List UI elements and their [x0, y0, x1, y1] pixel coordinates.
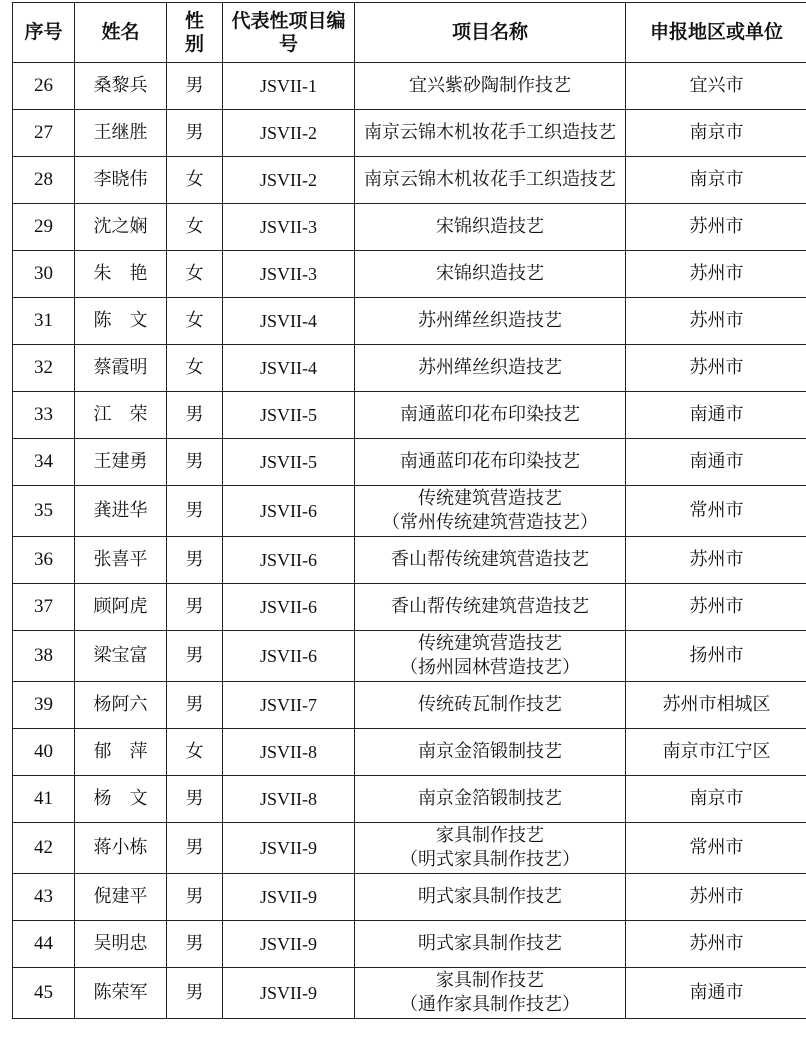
table-row [13, 345, 806, 392]
cell-project [355, 968, 626, 1019]
cell-code: JSVII-6 [223, 537, 355, 584]
header-row [13, 3, 806, 63]
cell-gender: 男 [167, 110, 223, 157]
table-body [13, 63, 806, 1019]
table-row [13, 110, 806, 157]
header-region: 申报地区或单位 [626, 3, 806, 63]
header-gender: 性别 [167, 3, 223, 63]
cell-project [355, 823, 626, 874]
table-header [13, 3, 806, 63]
cell-region: 苏州市 [626, 204, 806, 251]
cell-index: 39 [13, 682, 75, 729]
table-row [13, 921, 806, 968]
cell-index: 28 [13, 157, 75, 204]
project-name: 南京云锦木机妆花手工织造技艺 [364, 122, 616, 143]
cell-code: JSVII-1 [223, 63, 355, 110]
cell-name: 江 荣 [75, 392, 167, 439]
cell-region: 苏州市 [626, 921, 806, 968]
cell-region: 南京市 [626, 157, 806, 204]
cell-gender: 男 [167, 682, 223, 729]
project-name: 明式家具制作技艺 [418, 886, 562, 907]
table-row [13, 874, 806, 921]
cell-project [355, 921, 626, 968]
cell-gender: 男 [167, 823, 223, 874]
cell-code: JSVII-3 [223, 251, 355, 298]
cell-name: 杨阿六 [75, 682, 167, 729]
cell-name: 龚进华 [75, 486, 167, 537]
cell-code: JSVII-5 [223, 439, 355, 486]
cell-gender: 男 [167, 874, 223, 921]
cell-name: 张喜平 [75, 537, 167, 584]
project-name: 南京云锦木机妆花手工织造技艺 [364, 169, 616, 190]
cell-code: JSVII-8 [223, 729, 355, 776]
cell-region: 常州市 [626, 823, 806, 874]
project-name: 宜兴紫砂陶制作技艺 [409, 75, 571, 96]
header-name: 姓名 [75, 3, 167, 63]
cell-gender: 女 [167, 298, 223, 345]
project-name: 苏州缂丝织造技艺 [418, 357, 562, 378]
project-name: 香山帮传统建筑营造技艺 [391, 596, 589, 617]
cell-gender: 男 [167, 968, 223, 1019]
table-row [13, 537, 806, 584]
cell-gender: 男 [167, 486, 223, 537]
cell-gender: 女 [167, 345, 223, 392]
table-row [13, 729, 806, 776]
cell-project [355, 584, 626, 631]
cell-region: 南通市 [626, 439, 806, 486]
cell-project [355, 537, 626, 584]
table-row [13, 776, 806, 823]
cell-project [355, 392, 626, 439]
cell-project [355, 486, 626, 537]
cell-region: 苏州市相城区 [626, 682, 806, 729]
cell-index: 40 [13, 729, 75, 776]
project-name: 香山帮传统建筑营造技艺 [391, 549, 589, 570]
cell-index: 26 [13, 63, 75, 110]
cell-code: JSVII-9 [223, 968, 355, 1019]
header-code: 代表性项目编号 [223, 3, 355, 63]
cell-index: 32 [13, 345, 75, 392]
cell-region: 苏州市 [626, 298, 806, 345]
cell-code: JSVII-9 [223, 874, 355, 921]
cell-gender: 男 [167, 776, 223, 823]
table-row [13, 157, 806, 204]
table-row [13, 204, 806, 251]
cell-gender: 男 [167, 439, 223, 486]
project-name: 宋锦织造技艺 [436, 263, 544, 284]
cell-project [355, 110, 626, 157]
cell-index: 35 [13, 486, 75, 537]
cell-gender: 女 [167, 251, 223, 298]
cell-project [355, 631, 626, 682]
cell-region: 南通市 [626, 392, 806, 439]
inheritor-table [12, 2, 806, 1019]
project-subname: （常州传统建筑营造技艺） [382, 512, 598, 533]
cell-index: 36 [13, 537, 75, 584]
cell-project [355, 157, 626, 204]
project-name: 传统砖瓦制作技艺 [418, 694, 562, 715]
cell-code: JSVII-6 [223, 486, 355, 537]
cell-code: JSVII-4 [223, 298, 355, 345]
project-subname: （扬州园林营造技艺） [400, 657, 580, 678]
cell-code: JSVII-7 [223, 682, 355, 729]
cell-name: 陈 文 [75, 298, 167, 345]
cell-name: 朱 艳 [75, 251, 167, 298]
cell-project [355, 204, 626, 251]
cell-project [355, 63, 626, 110]
project-name: 明式家具制作技艺 [418, 933, 562, 954]
cell-index: 41 [13, 776, 75, 823]
table-row [13, 439, 806, 486]
table-row [13, 584, 806, 631]
cell-project [355, 874, 626, 921]
cell-code: JSVII-6 [223, 631, 355, 682]
project-subname: （通作家具制作技艺） [400, 994, 580, 1015]
project-name: 苏州缂丝织造技艺 [418, 310, 562, 331]
cell-project [355, 439, 626, 486]
cell-gender: 男 [167, 921, 223, 968]
table-row [13, 682, 806, 729]
cell-project [355, 298, 626, 345]
project-name: 南通蓝印花布印染技艺 [400, 404, 580, 425]
cell-name: 陈荣军 [75, 968, 167, 1019]
cell-name: 李晓伟 [75, 157, 167, 204]
cell-project [355, 251, 626, 298]
cell-name: 蒋小栋 [75, 823, 167, 874]
cell-region: 苏州市 [626, 874, 806, 921]
cell-gender: 男 [167, 392, 223, 439]
project-subname: （明式家具制作技艺） [400, 849, 580, 870]
cell-region: 苏州市 [626, 251, 806, 298]
cell-region: 南京市江宁区 [626, 729, 806, 776]
project-name: 家具制作技艺 [436, 970, 544, 991]
project-name: 南京金箔锻制技艺 [418, 788, 562, 809]
cell-code: JSVII-5 [223, 392, 355, 439]
cell-index: 43 [13, 874, 75, 921]
cell-index: 31 [13, 298, 75, 345]
cell-project [355, 682, 626, 729]
cell-name: 梁宝富 [75, 631, 167, 682]
cell-project [355, 729, 626, 776]
cell-project [355, 345, 626, 392]
table-row [13, 823, 806, 874]
cell-name: 桑黎兵 [75, 63, 167, 110]
cell-region: 苏州市 [626, 537, 806, 584]
cell-region: 南京市 [626, 776, 806, 823]
cell-index: 33 [13, 392, 75, 439]
project-name: 传统建筑营造技艺 [418, 633, 562, 654]
cell-index: 30 [13, 251, 75, 298]
header-project: 项目名称 [355, 3, 626, 63]
cell-region: 扬州市 [626, 631, 806, 682]
cell-gender: 女 [167, 204, 223, 251]
cell-name: 吴明忠 [75, 921, 167, 968]
cell-gender: 女 [167, 729, 223, 776]
cell-name: 顾阿虎 [75, 584, 167, 631]
cell-code: JSVII-3 [223, 204, 355, 251]
cell-code: JSVII-4 [223, 345, 355, 392]
header-index: 序号 [13, 3, 75, 63]
cell-index: 45 [13, 968, 75, 1019]
table-row [13, 392, 806, 439]
project-name: 宋锦织造技艺 [436, 216, 544, 237]
cell-code: JSVII-8 [223, 776, 355, 823]
cell-region: 南通市 [626, 968, 806, 1019]
table-row [13, 251, 806, 298]
cell-gender: 男 [167, 631, 223, 682]
cell-index: 37 [13, 584, 75, 631]
cell-gender: 男 [167, 584, 223, 631]
cell-gender: 女 [167, 157, 223, 204]
table-row [13, 298, 806, 345]
cell-code: JSVII-6 [223, 584, 355, 631]
cell-index: 42 [13, 823, 75, 874]
cell-code: JSVII-2 [223, 110, 355, 157]
table-row [13, 63, 806, 110]
cell-region: 南京市 [626, 110, 806, 157]
cell-project [355, 776, 626, 823]
cell-index: 44 [13, 921, 75, 968]
table-row [13, 486, 806, 537]
project-name: 传统建筑营造技艺 [418, 488, 562, 509]
cell-code: JSVII-9 [223, 823, 355, 874]
cell-name: 杨 文 [75, 776, 167, 823]
cell-name: 蔡霞明 [75, 345, 167, 392]
cell-region: 苏州市 [626, 584, 806, 631]
cell-name: 郁 萍 [75, 729, 167, 776]
cell-index: 38 [13, 631, 75, 682]
cell-name: 王继胜 [75, 110, 167, 157]
cell-gender: 男 [167, 63, 223, 110]
cell-region: 常州市 [626, 486, 806, 537]
table-row [13, 968, 806, 1019]
cell-code: JSVII-9 [223, 921, 355, 968]
cell-name: 倪建平 [75, 874, 167, 921]
table-row [13, 631, 806, 682]
cell-gender: 男 [167, 537, 223, 584]
cell-index: 27 [13, 110, 75, 157]
cell-region: 宜兴市 [626, 63, 806, 110]
cell-index: 29 [13, 204, 75, 251]
cell-region: 苏州市 [626, 345, 806, 392]
project-name: 南通蓝印花布印染技艺 [400, 451, 580, 472]
project-name: 家具制作技艺 [436, 825, 544, 846]
cell-index: 34 [13, 439, 75, 486]
cell-code: JSVII-2 [223, 157, 355, 204]
cell-name: 沈之娴 [75, 204, 167, 251]
project-name: 南京金箔锻制技艺 [418, 741, 562, 762]
cell-name: 王建勇 [75, 439, 167, 486]
